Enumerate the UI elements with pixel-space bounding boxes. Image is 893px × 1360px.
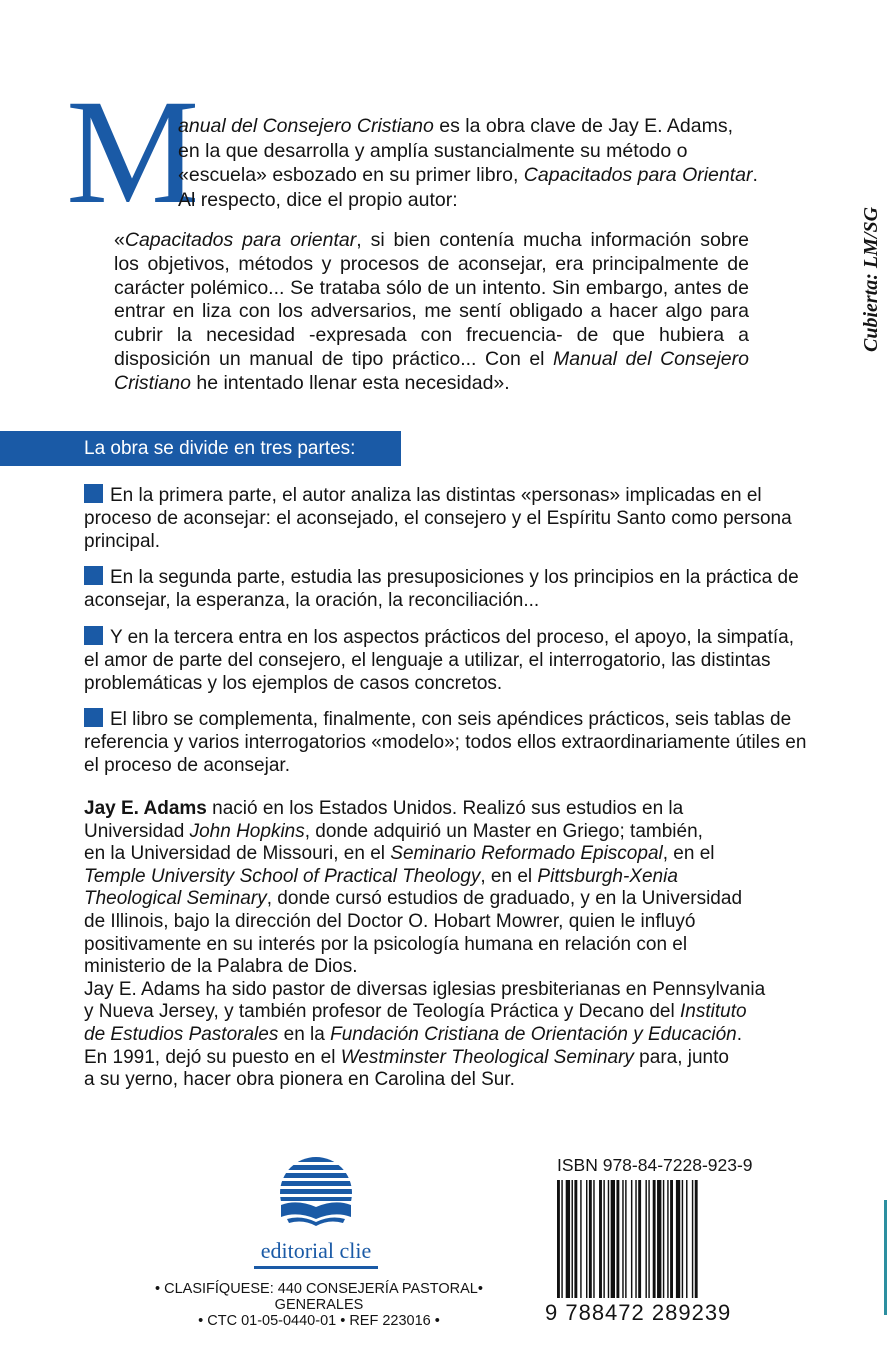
publisher-name: editorial clie — [260, 1238, 372, 1263]
intro-line: «escuela» esbozado en su primer libro, Capacitados para Orientar. — [178, 164, 758, 186]
section-heading-bar: La obra se divide en tres partes: — [0, 431, 401, 466]
barcode-bar — [670, 1180, 673, 1298]
intro-line: anual del Consejero Cristiano es la obra clave de Jay E. Adams, — [178, 115, 733, 137]
barcode-bar — [653, 1180, 656, 1298]
barcode-bar — [566, 1180, 570, 1298]
barcode-bar — [667, 1180, 668, 1298]
barcode-bar — [611, 1180, 615, 1298]
parts-list — [84, 484, 814, 791]
barcode-bar — [676, 1180, 680, 1298]
barcode-bar — [561, 1180, 562, 1298]
list-item: El libro se complementa, finalmente, con seis apéndices prácticos, seis tablas de referencia y varios interrogatorios «modelo»; todos ellos extraordinariamente útiles en el proceso de aconsejar. — [84, 709, 807, 776]
barcode-bar — [608, 1180, 609, 1298]
blue-square-bullet-icon — [84, 566, 103, 585]
globe-book-logo-icon — [277, 1157, 355, 1231]
blue-square-bullet-icon — [84, 708, 103, 727]
barcode-bar — [663, 1180, 664, 1298]
barcode-bar — [686, 1180, 687, 1298]
blue-square-bullet-icon — [84, 626, 103, 645]
intro-line: Al respecto, dice el propio autor: — [178, 188, 458, 211]
author-name: Jay E. Adams — [84, 798, 207, 819]
barcode-bar — [648, 1180, 649, 1298]
barcode-bar — [616, 1180, 619, 1298]
blue-square-bullet-icon — [84, 484, 103, 503]
logo-underline — [254, 1266, 378, 1269]
barcode — [557, 1180, 738, 1298]
list-item: En la segunda parte, estudia las presuposiciones y los principios en la práctica de aconsejar, la esperanza, la oración, la reconciliación... — [84, 567, 799, 612]
isbn-label: ISBN 978-84-7228-923-9 — [557, 1155, 753, 1175]
barcode-bar — [692, 1180, 693, 1298]
list-item: Y en la tercera entra en los aspectos prácticos del proceso, el apoyo, la simpatía, el amor de parte del consejero, el lenguaje a utilizar, el interrogatorio, las distintas problemáticas y los ejemplos de casos concretos. — [84, 626, 795, 694]
barcode-bar — [645, 1180, 646, 1298]
barcode-bar — [657, 1180, 661, 1298]
book-title: anual del Consejero Cristiano — [178, 115, 434, 137]
author-bio: Jay E. Adams nació en los Estados Unidos. Realizó sus estudios en la Universidad John Hopkins, donde adquirió un Master en Griego; también, en la Universidad de Missouri, en el Seminario Reformado Episcopal, en el Temple University School of Practical Theology, en el Pittsburgh-Xenia Theological Seminary, donde cursó estudios de graduado, y en la Universidad de Illinois, bajo la dirección del Doctor O. Hobart Mowrer, quien le influyó positivamente en su interés por la psicología humana en relación con el ministerio de la Palabra de Dios. Jay E. Adams ha sido pastor de diversas iglesias presbiterianas en Pennsylvania y Nueva Jersey, y también profesor de Teología Práctica y Decano del Instituto de Estudios Pastorales en la Fundación Cristiana de Orientación y Educación. En 1991, dejó su puesto en el Westminster Theological Seminary para, junto a su yerno, hacer obra pionera en Carolina del Sur. — [84, 798, 766, 1091]
intro-lines — [178, 114, 818, 212]
barcode-bar — [557, 1180, 560, 1298]
barcode-bar — [580, 1180, 581, 1298]
barcode-bar — [586, 1180, 587, 1298]
author-quote: «Capacitados para orientar, si bien contenía mucha información sobre los objetivos, métodos y procesos de aconsejar, era principalmente de carácter polémico... Se trataba sólo de un intento. Sin embargo, antes de entrar en liza con los adversarios, me sentí obligado a hacer algo para cubrir la necesidad -expresada con frecuencia- de que hubiera a disposición un manual de tipo práctico... Con el Manual del Consejero Cristiano he intentado llenar esta necesidad». — [114, 229, 749, 394]
cover-credit: Cubierta: LM/SG — [860, 206, 882, 352]
barcode-bar — [638, 1180, 641, 1298]
barcode-bar — [631, 1180, 632, 1298]
intro-line: en la que desarrolla y amplía sustancialmente su método o — [178, 139, 688, 162]
drop-cap: M — [66, 69, 200, 235]
barcode-bar — [625, 1180, 626, 1298]
barcode-bar — [593, 1180, 594, 1298]
publisher-logo — [254, 1157, 378, 1269]
barcode-bar — [682, 1180, 683, 1298]
list-item: En la primera parte, el autor analiza las distintas «personas» implicadas en el proceso de aconsejar: el aconsejado, el consejero y el Espíritu Santo como persona principal. — [84, 485, 792, 552]
barcode-bar — [589, 1180, 592, 1298]
barcode-bar — [695, 1180, 698, 1298]
barcode-number: 9 788472 289239 — [545, 1300, 732, 1325]
edge-rule — [884, 1200, 887, 1315]
barcode-bar — [572, 1180, 573, 1298]
barcode-bar — [603, 1180, 604, 1298]
barcode-bar — [599, 1180, 602, 1298]
barcode-bar — [574, 1180, 577, 1298]
barcode-bar — [635, 1180, 636, 1298]
classification-box: • CLASIFÍQUESE: 440 CONSEJERÍA PASTORAL• GENERALES • CTC 01-05-0440-01 • REF 223016 • — [155, 1281, 483, 1329]
barcode-bar — [622, 1180, 623, 1298]
